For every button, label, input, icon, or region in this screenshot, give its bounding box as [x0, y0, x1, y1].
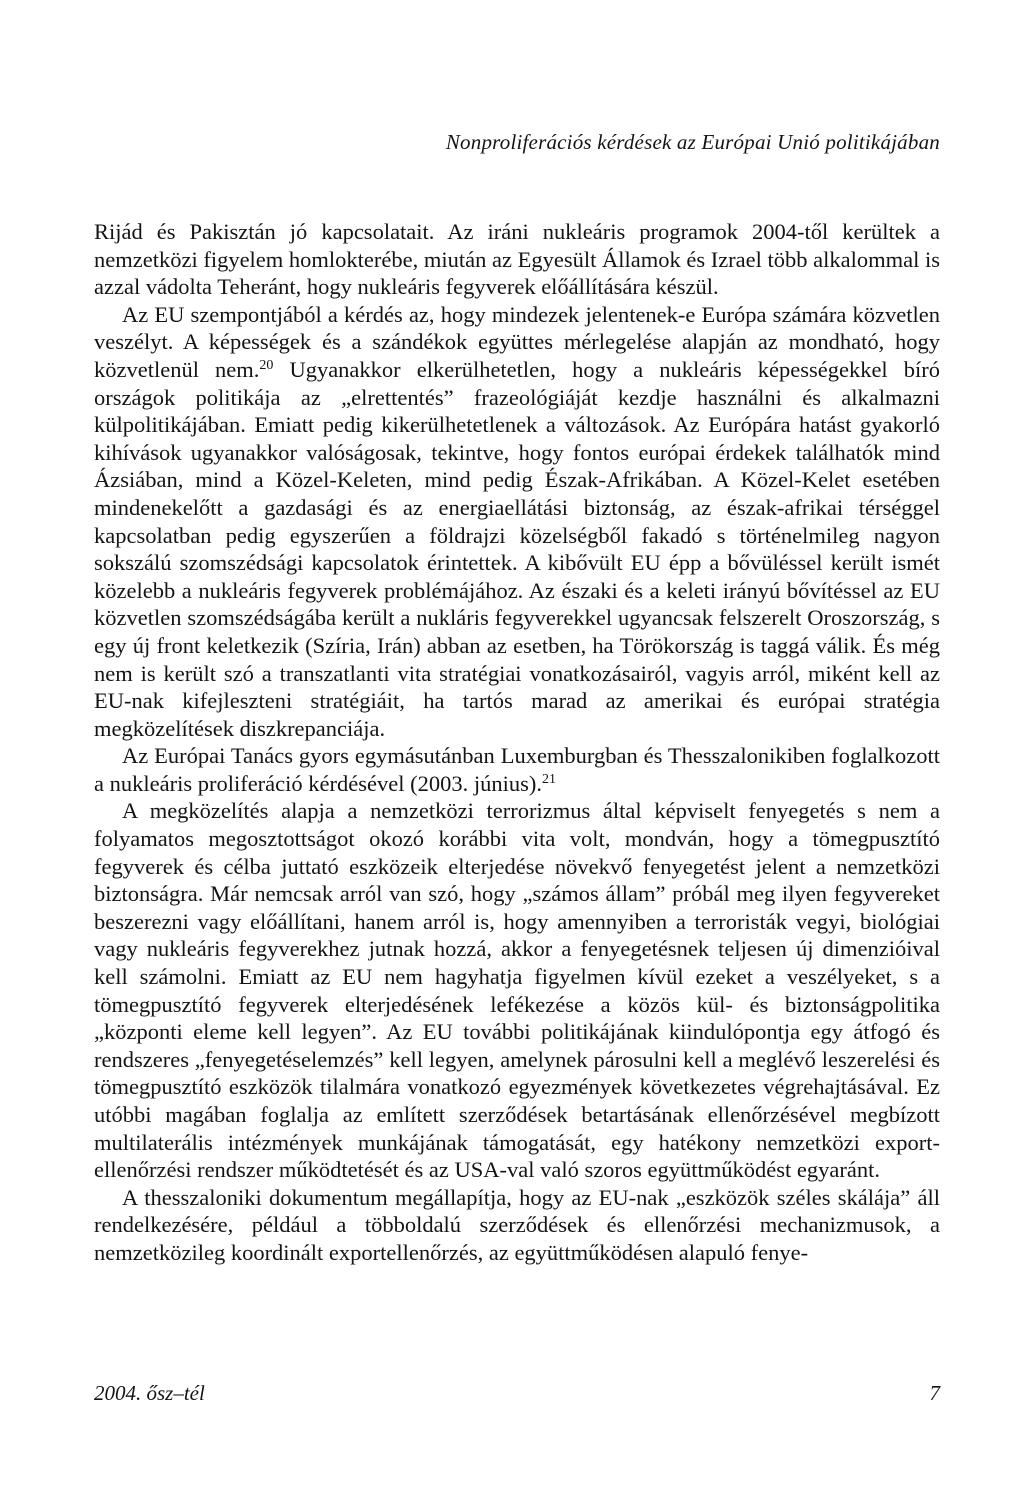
page-number: 7 — [929, 1381, 940, 1405]
footnote-ref-20[interactable]: 20 — [259, 357, 274, 373]
body-text — [94, 218, 940, 1267]
footnote-ref-21[interactable]: 21 — [541, 771, 556, 787]
paragraph-5 — [94, 1184, 940, 1267]
paragraph-5-text: A thesszaloniki dokumentum megállapítja, hogy az EU-nak „eszközök széles skálája” áll rendelkezésére, például a többoldalú szerződések és ellenőrzési mechanizmusok, a nemzetközileg koordinált exportellenőrzés, az együttműködésen alapuló fenye- — [94, 1184, 940, 1265]
footer-issue: 2004. ősz–tél — [94, 1381, 205, 1405]
paragraph-2-text: Az EU szempontjából a kérdés az, hogy mindezek jelentenek-e Európa számára közvetlen veszélyt. A képességek és a szándékok együttes mérlegelése alapján az mondható, hogy közvetlenül nem. — [94, 301, 940, 382]
running-head: Nonproliferációs kérdések az Európai Unió politikájában — [445, 130, 940, 154]
paragraph-4-text: A megközelítés alapja a nemzetközi terrorizmus által képviselt fenyegetés s nem a folyamatos megosztottságot okozó korábbi vita volt, mondván, hogy a tömegpusztító fegyverek és célba juttató eszközeik elterjedése növekvő fenyegetést jelent a nemzetközi biztonságra. Már nemcsak arról van szó, hogy „számos állam” próbál meg ilyen fegyvereket beszerezni vagy előállítani, hanem arról is, hogy amennyiben a terroristák vegyi, biológiai vagy nukleáris fegyverekhez jutnak hozzá, akkor a fenyegetésnek teljesen új dimenzióival kell számolni. Emiatt az EU nem hagyhatja figyelmen kívül ezeket a veszélyeket, s a tömegpusztító fegyverek elterjedésének lefékezése a közös kül- és biztonságpolitika „központi eleme kell legyen”. Az EU további politikájának kiindulópontja egy átfogó és rendszeres „fenyegetéselemzés” kell legyen, amelynek párosulni kell a meglévő leszerelési és tömegpusztító eszközök tilalmára vonatkozó egyezmények következetes végrehajtásával. Ez utóbbi magában foglalja az említett szerződések betartásának ellenőrzésével megbízott multilaterális intézmények munkájának támogatását, egy hatékony nemzetközi export-ellenőrzési rendszer működtetését és az USA-val való szoros együttműködést egyaránt. — [94, 798, 940, 1183]
paragraph-4 — [94, 797, 940, 1183]
paragraph-1-text: Rijád és Pakisztán jó kapcsolatait. Az iráni nukleáris programok 2004-től kerültek a nemzetközi figyelem homlokterébe, miután az Egyesült Államok és Izrael több alkalommal is azzal vádolta Teheránt, hogy nukleáris fegyverek előállítására készül. — [94, 219, 940, 300]
paragraph-3 — [94, 742, 940, 797]
paragraph-3-text: Az Európai Tanács gyors egymásutánban Luxemburgban és Thesszalonikiben foglalkozott a nukleáris proliferáció kérdésével (2003. június). — [94, 743, 940, 796]
paragraph-1 — [94, 218, 940, 301]
paragraph-2 — [94, 301, 940, 743]
paragraph-2-text-cont: Ugyanakkor elkerülhetetlen, hogy a nukleáris képességekkel bíró országok politikája az „elrettentés” frazeológiáját kezdje használni és alkalmazni külpolitikájában. Emiatt pedig kikerülhetetlenek a változások. Az Európára hatást gyakorló kihívások ugyanakkor valóságosak, tekintve, hogy fontos európai érdekek találhatók mind Ázsiában, mind a Közel-Keleten, mind pedig Észak-Afrikában. A Közel-Kelet esetében mindenekelőtt a gazdasági és az energiaellátási biztonság, az észak-afrikai térséggel kapcsolatban pedig egyszerűen a földrajzi közelségből fakadó s történelmileg nagyon sokszálú szomszédsági kapcsolatok érintettek. A kibővült EU épp a bővüléssel került ismét közelebb a nukleáris fegyverek problémájához. Az északi és a keleti irányú bővítéssel az EU közvetlen szomszédságába került a nukláris fegyverekkel ugyancsak felszerelt Oroszország, s egy új front keletkezik (Szíria, Irán) abban az esetben, ha Törökország is taggá válik. És még nem is került szó a transzatlanti vita stratégiai vonatkozásairól, vagyis arról, miként kell az EU-nak kifejleszteni stratégiáit, ha tartós marad az amerikai és európai stratégia megközelítések diszkrepanciája. — [94, 356, 940, 741]
